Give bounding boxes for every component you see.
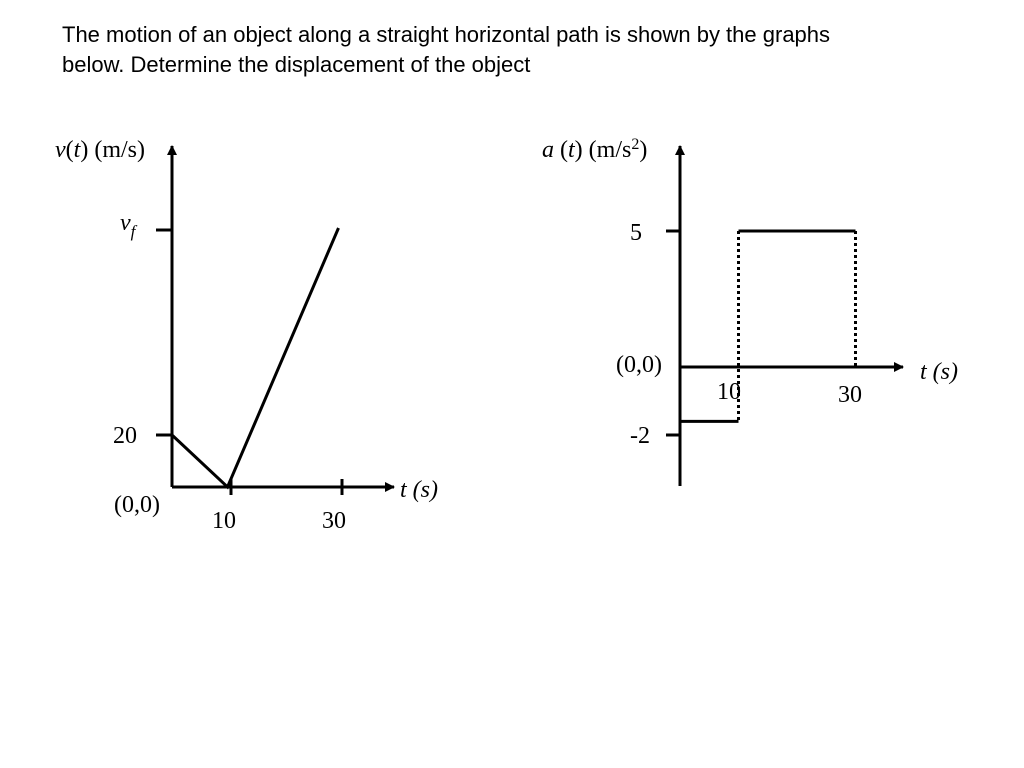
a-xlabel: t (s)	[920, 359, 958, 385]
problem-line-1: The motion of an object along a straight horizontal path is shown by the graphs	[62, 22, 831, 47]
a-xtick-label-30: 30	[838, 382, 862, 408]
a-ylabel: a (t) $(m/s^2)$	[542, 136, 648, 163]
velocity-graph	[55, 137, 438, 534]
a-ytick-label-neg2: -2	[630, 423, 650, 449]
a-xtick-label-10: 10	[717, 379, 741, 405]
v-ytick-label-vf: $v_f$	[120, 210, 136, 241]
velocity-series-line	[172, 228, 339, 487]
acceleration-graph	[542, 136, 958, 486]
v-ytick-label-20: 20	[113, 423, 137, 449]
v-xlabel: t (s)	[400, 477, 438, 503]
v-origin-label: (0,0)	[114, 492, 160, 518]
v-xtick-label-30: 30	[322, 508, 346, 534]
problem-line-2: below. Determine the displacement of the object	[62, 52, 531, 77]
v-ylabel: v(t) (m/s)	[55, 137, 145, 163]
a-ytick-label-5: 5	[630, 220, 642, 246]
a-origin-label: (0,0)	[616, 352, 662, 378]
v-xtick-label-10: 10	[212, 508, 236, 534]
